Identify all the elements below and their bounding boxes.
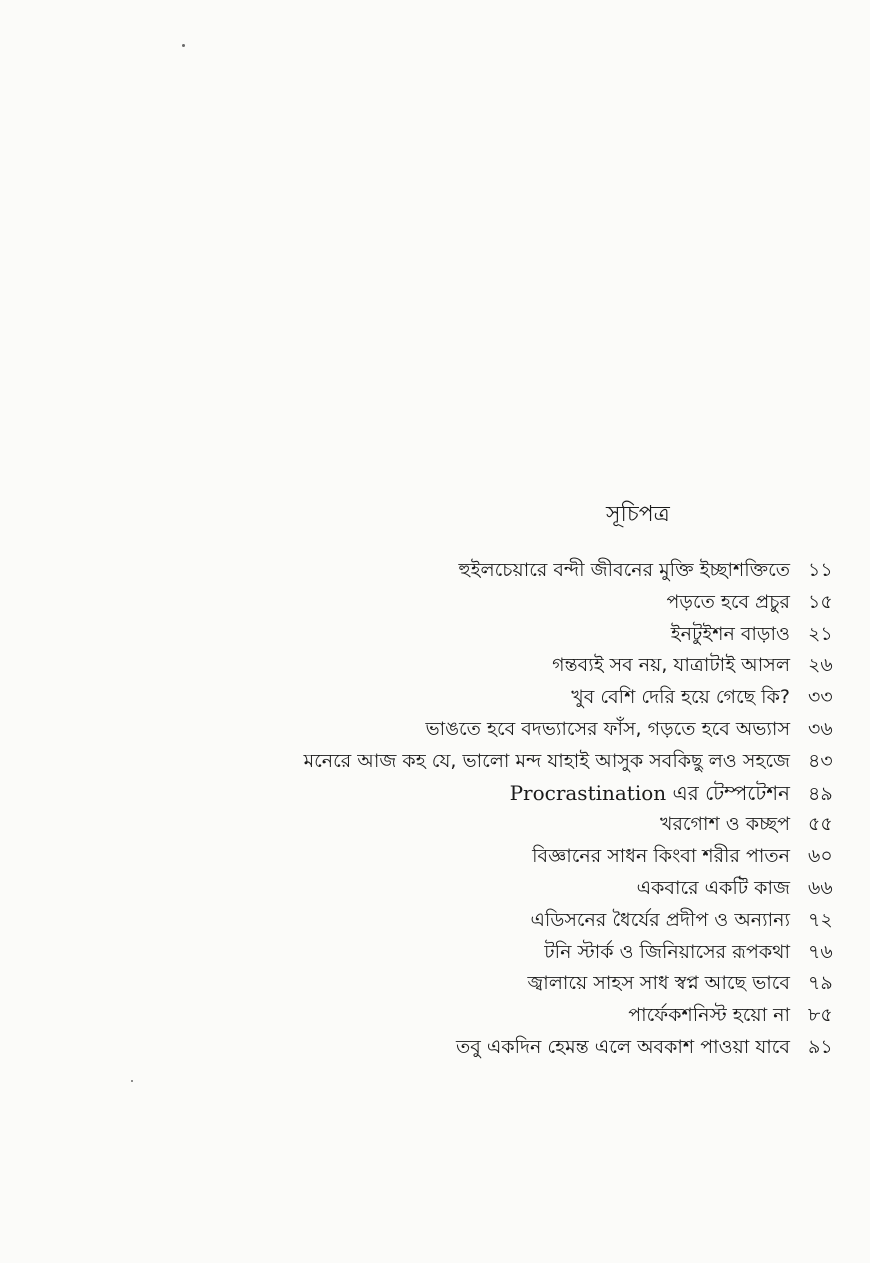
toc-entry-title: হুইলচেয়ারে বন্দী জীবনের মুক্তি ইচ্ছাশক্তিতে — [458, 559, 790, 581]
toc-entry-title: ইনটুইশন বাড়াও — [670, 622, 790, 645]
toc-page-number: ৭২ — [808, 908, 833, 931]
toc-page-number: ৭৬ — [808, 940, 833, 963]
toc-row — [60, 938, 850, 970]
toc-entry-title: মনেরে আজ কহ যে, ভালো মন্দ যাহাই আসুক সবকিছু লও সহজে — [303, 749, 790, 772]
toc-row — [60, 1033, 850, 1065]
toc-page-number: ৬০ — [808, 845, 833, 868]
toc-page-number: ৩৬ — [808, 717, 833, 740]
toc-entry-title: বিজ্ঞানের সাধন কিংবা শরীর পাতন — [532, 845, 790, 868]
toc-row — [60, 810, 850, 842]
paper-speck — [131, 1080, 133, 1082]
toc-page-number: ২৬ — [808, 654, 833, 677]
toc-entry-title: Procrastination এর টেম্পটেশন — [509, 780, 790, 805]
toc-entry-title: খরগোশ ও কচ্ছপ — [659, 813, 790, 836]
toc-row — [60, 620, 850, 652]
toc-row — [60, 588, 850, 620]
toc-entry-title: খুব বেশি দেরি হয়ে গেছে কি? — [571, 686, 790, 709]
toc-row — [60, 747, 850, 779]
toc-row — [60, 874, 850, 906]
toc-row — [60, 651, 850, 683]
toc-row — [60, 906, 850, 938]
toc-row — [60, 715, 850, 747]
toc-page-number: ১১ — [808, 559, 833, 581]
toc-entry-title: একবারে একটি কাজ — [636, 876, 790, 899]
toc-row — [60, 683, 850, 715]
toc-row — [60, 1001, 850, 1033]
toc-page-number: ৬৬ — [808, 876, 833, 899]
toc-page-number: ৫৫ — [808, 813, 833, 836]
toc-entry-title: গন্তব্যই সব নয়, যাত্রাটাই আসল — [552, 654, 790, 677]
toc-entry-title: তবু একদিন হেমন্ত এলে অবকাশ পাওয়া যাবে — [456, 1035, 790, 1058]
toc-row — [60, 842, 850, 874]
toc-page-number: ৪৩ — [808, 749, 833, 772]
toc-row — [60, 556, 850, 588]
toc-page-number: ৮৫ — [808, 1004, 833, 1027]
toc-entry-title: পার্ফেকশনিস্ট হয়ো না — [628, 1004, 790, 1027]
toc-entry-title: জ্বালায়ে সাহস সাধ স্বপ্ন আছে ভাবে — [527, 972, 790, 995]
toc-page-number: ৪৯ — [808, 782, 833, 805]
toc-row — [60, 779, 850, 811]
paper-speck — [182, 44, 185, 47]
toc-entry-title: টনি স্টার্ক ও জিনিয়াসের রূপকথা — [544, 940, 790, 963]
toc-page-number: ১৫ — [808, 590, 833, 613]
toc-page-number: ৯১ — [808, 1035, 833, 1058]
toc-row — [60, 969, 850, 1001]
toc-page-number: ২১ — [808, 622, 833, 645]
toc-page-number: ৩৩ — [808, 686, 833, 709]
toc-entry-title: এডিসনের ধৈর্যের প্রদীপ ও অন্যান্য — [530, 908, 790, 931]
toc-heading: সূচিপত্র — [606, 502, 670, 527]
toc-entry-title: ভাঙতে হবে বদভ্যাসের ফাঁস, গড়তে হবে অভ্যাস — [425, 717, 790, 740]
table-of-contents — [60, 556, 850, 1065]
toc-entry-title: পড়তে হবে প্রচুর — [666, 590, 790, 613]
toc-page-number: ৭৯ — [808, 972, 833, 995]
